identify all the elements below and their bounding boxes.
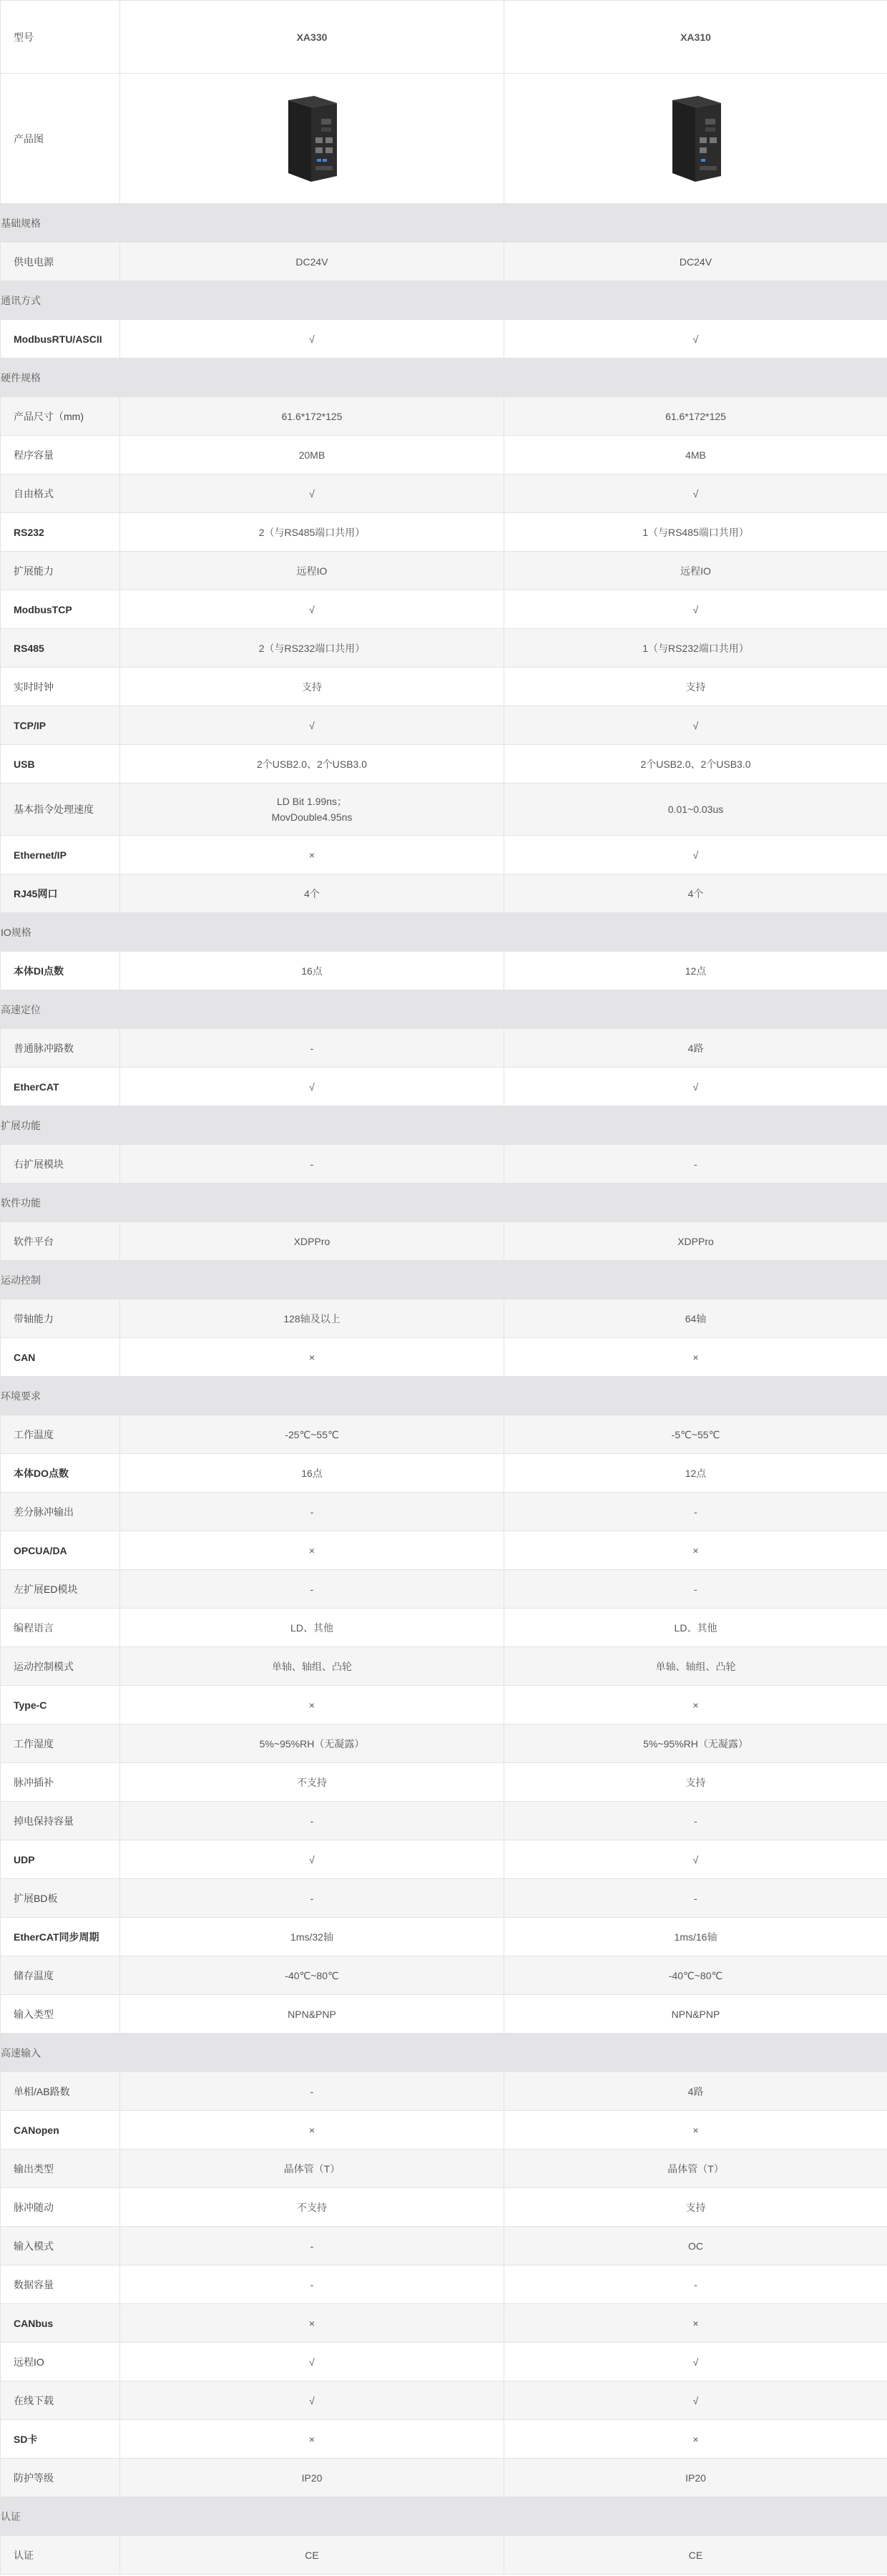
spec-value-xa330: 20MB [120, 436, 504, 474]
spec-value-xa330: LD、其他 [120, 1609, 504, 1647]
spec-value-xa310: 1（与RS232端口共用） [504, 629, 887, 668]
spec-label: RS232 [1, 513, 120, 552]
spec-label: ModbusTCP [1, 590, 120, 629]
spec-value-xa310: 2个USB2.0、2个USB3.0 [504, 745, 887, 784]
spec-row [1, 2459, 887, 2497]
spec-value-xa330: - [120, 1879, 504, 1918]
spec-value-xa330: × [120, 2420, 504, 2459]
spec-row [1, 784, 887, 836]
spec-value-xa310: √ [504, 1840, 887, 1879]
spec-value-xa310: - [504, 1493, 887, 1531]
spec-value-xa310: √ [504, 590, 887, 629]
spec-label: Type-C [1, 1686, 120, 1724]
spec-value-xa330: - [120, 1493, 504, 1531]
spec-label: TCP/IP [1, 706, 120, 745]
spec-label: 本体DO点数 [1, 1454, 120, 1493]
spec-row [1, 474, 887, 513]
spec-label: 自由格式 [1, 474, 120, 513]
spec-label: SD卡 [1, 2420, 120, 2459]
spec-label: OPCUA/DA [1, 1531, 120, 1570]
spec-label: 扩展BD板 [1, 1879, 120, 1918]
spec-label: 程序容量 [1, 436, 120, 474]
spec-label: 扩展能力 [1, 552, 120, 590]
spec-row [1, 2111, 887, 2150]
spec-label: 差分脉冲输出 [1, 1493, 120, 1531]
spec-row [1, 668, 887, 706]
spec-value-xa310: × [504, 2111, 887, 2150]
spec-value-xa330: LD Bit 1.99ns； MovDouble4.95ns [120, 784, 504, 836]
spec-value-xa310: 4MB [504, 436, 887, 474]
spec-row [1, 2265, 887, 2304]
spec-label: 防护等级 [1, 2459, 120, 2497]
spec-value-xa310: LD、其他 [504, 1609, 887, 1647]
spec-row [1, 1338, 887, 1377]
section-title: 环境要求 [1, 1377, 887, 1415]
spec-value-xa330: - [120, 1802, 504, 1840]
spec-label: RS485 [1, 629, 120, 668]
spec-label: 左扩展ED模块 [1, 1570, 120, 1609]
spec-row [1, 590, 887, 629]
spec-value-xa330: - [120, 2265, 504, 2304]
spec-label: 储存温度 [1, 1956, 120, 1995]
section-title: 高速输入 [1, 2034, 887, 2072]
section-title: 软件功能 [1, 1184, 887, 1222]
model-name-xa330: XA330 [120, 1, 504, 74]
spec-label: Ethernet/IP [1, 836, 120, 874]
spec-value-xa330: - [120, 2227, 504, 2265]
spec-value-xa330: - [120, 1570, 504, 1609]
spec-label: 单相/AB路数 [1, 2072, 120, 2111]
spec-value-xa330: 2个USB2.0、2个USB3.0 [120, 745, 504, 784]
spec-value-xa330: 2（与RS485端口共用） [120, 513, 504, 552]
spec-row [1, 2536, 887, 2575]
spec-label: CANopen [1, 2111, 120, 2150]
spec-value-xa310: √ [504, 320, 887, 358]
spec-row [1, 1802, 887, 1840]
spec-value-xa330: 单轴、轴组、凸轮 [120, 1647, 504, 1686]
spec-label: 工作温度 [1, 1415, 120, 1454]
spec-value-xa330: 16点 [120, 952, 504, 990]
spec-value-xa330: 远程IO [120, 552, 504, 590]
spec-value-xa310: 支持 [504, 668, 887, 706]
spec-value-xa330: 4个 [120, 874, 504, 913]
spec-value-xa330: DC24V [120, 243, 504, 281]
spec-row [1, 513, 887, 552]
section-header-row [1, 1377, 887, 1415]
spec-label: ModbusRTU/ASCII [1, 320, 120, 358]
spec-row [1, 397, 887, 436]
spec-row [1, 2072, 887, 2111]
spec-label: 本体DI点数 [1, 952, 120, 990]
spec-value-xa310: 支持 [504, 2188, 887, 2227]
spec-value-xa310: OC [504, 2227, 887, 2265]
spec-value-xa310: - [504, 1879, 887, 1918]
spec-label: EtherCAT同步周期 [1, 1918, 120, 1956]
spec-row [1, 1531, 887, 1570]
section-title: 高速定位 [1, 990, 887, 1029]
spec-value-xa310: × [504, 1338, 887, 1377]
spec-row [1, 1145, 887, 1184]
spec-value-xa330: 5%~95%RH（无凝露） [120, 1724, 504, 1763]
spec-value-xa310: 64轴 [504, 1299, 887, 1338]
spec-row [1, 243, 887, 281]
spec-value-xa310: × [504, 1686, 887, 1724]
spec-label: 输出类型 [1, 2150, 120, 2188]
spec-value-xa330: √ [120, 320, 504, 358]
spec-row [1, 2227, 887, 2265]
spec-label: 输入类型 [1, 1995, 120, 2034]
spec-value-xa330: 晶体管（T） [120, 2150, 504, 2188]
spec-label: 脉冲随动 [1, 2188, 120, 2227]
spec-value-xa330: √ [120, 2381, 504, 2420]
spec-label: UDP [1, 1840, 120, 1879]
spec-label: 运动控制模式 [1, 1647, 120, 1686]
spec-label: EtherCAT [1, 1068, 120, 1106]
spec-value-xa330: √ [120, 1840, 504, 1879]
section-header-row [1, 913, 887, 952]
section-title: IO规格 [1, 913, 887, 952]
spec-label: 产品尺寸（mm) [1, 397, 120, 436]
model-header-label: 型号 [1, 1, 120, 74]
spec-row [1, 436, 887, 474]
spec-label: 普通脉冲路数 [1, 1029, 120, 1068]
spec-value-xa330: √ [120, 2343, 504, 2381]
spec-value-xa310: 1ms/16轴 [504, 1918, 887, 1956]
spec-row [1, 1609, 887, 1647]
spec-value-xa310: -5℃~55℃ [504, 1415, 887, 1454]
spec-value-xa310: √ [504, 836, 887, 874]
spec-row [1, 2188, 887, 2227]
spec-value-xa310: - [504, 1802, 887, 1840]
spec-value-xa330: CE [120, 2536, 504, 2575]
spec-row [1, 1879, 887, 1918]
spec-row [1, 706, 887, 745]
section-header-row [1, 2034, 887, 2072]
spec-row [1, 1763, 887, 1802]
spec-label: 输入模式 [1, 2227, 120, 2265]
section-title: 基础规格 [1, 204, 887, 243]
spec-label: 工作湿度 [1, 1724, 120, 1763]
spec-label: 远程IO [1, 2343, 120, 2381]
spec-value-xa330: - [120, 2072, 504, 2111]
spec-row [1, 1570, 887, 1609]
xa330-product-image [283, 93, 341, 185]
spec-row [1, 1454, 887, 1493]
spec-row [1, 1840, 887, 1879]
spec-label: 软件平台 [1, 1222, 120, 1261]
section-header-row [1, 204, 887, 243]
spec-value-xa310: 4路 [504, 1029, 887, 1068]
spec-label: 在线下载 [1, 2381, 120, 2420]
section-title: 硬件规格 [1, 358, 887, 397]
spec-label: CAN [1, 1338, 120, 1377]
spec-value-xa310: √ [504, 706, 887, 745]
spec-label: 脉冲插补 [1, 1763, 120, 1802]
product-image-cell-xa310 [504, 74, 887, 204]
spec-row [1, 745, 887, 784]
spec-value-xa310: 12点 [504, 1454, 887, 1493]
section-header-row [1, 2497, 887, 2536]
product-image-cell-xa330 [120, 74, 504, 204]
spec-value-xa330: × [120, 2304, 504, 2343]
spec-row [1, 320, 887, 358]
xa310-product-image [667, 93, 725, 185]
spec-value-xa310: XDPPro [504, 1222, 887, 1261]
spec-row [1, 836, 887, 874]
spec-row [1, 2381, 887, 2420]
spec-value-xa310: NPN&PNP [504, 1995, 887, 2034]
spec-row [1, 1222, 887, 1261]
product-image-row [1, 74, 887, 204]
spec-value-xa330: 128轴及以上 [120, 1299, 504, 1338]
spec-label: 数据容量 [1, 2265, 120, 2304]
section-title: 运动控制 [1, 1261, 887, 1299]
section-header-row [1, 1261, 887, 1299]
spec-value-xa330: NPN&PNP [120, 1995, 504, 2034]
spec-value-xa330: 2（与RS232端口共用） [120, 629, 504, 668]
model-name-xa310: XA310 [504, 1, 887, 74]
spec-value-xa310: × [504, 2420, 887, 2459]
spec-value-xa330: -25℃~55℃ [120, 1415, 504, 1454]
spec-value-xa310: 晶体管（T） [504, 2150, 887, 2188]
spec-value-xa310: 0.01~0.03us [504, 784, 887, 836]
spec-value-xa330: 61.6*172*125 [120, 397, 504, 436]
spec-row [1, 2420, 887, 2459]
spec-label: 掉电保持容量 [1, 1802, 120, 1840]
spec-value-xa310: DC24V [504, 243, 887, 281]
spec-row [1, 1647, 887, 1686]
section-title: 扩展功能 [1, 1106, 887, 1145]
spec-value-xa330: 支持 [120, 668, 504, 706]
section-header-row [1, 281, 887, 320]
spec-value-xa330: × [120, 1686, 504, 1724]
spec-row [1, 1029, 887, 1068]
spec-label: 带轴能力 [1, 1299, 120, 1338]
section-header-row [1, 1184, 887, 1222]
spec-label: 供电电源 [1, 243, 120, 281]
spec-value-xa330: 不支持 [120, 1763, 504, 1802]
spec-value-xa310: - [504, 1145, 887, 1184]
spec-value-xa310: √ [504, 1068, 887, 1106]
spec-value-xa310: 4路 [504, 2072, 887, 2111]
spec-row [1, 2343, 887, 2381]
spec-row [1, 2304, 887, 2343]
spec-value-xa310: - [504, 1570, 887, 1609]
spec-value-xa330: × [120, 836, 504, 874]
spec-value-xa330: - [120, 1145, 504, 1184]
spec-row [1, 1956, 887, 1995]
spec-value-xa310: 单轴、轴组、凸轮 [504, 1647, 887, 1686]
section-title: 通讯方式 [1, 281, 887, 320]
section-title: 认证 [1, 2497, 887, 2536]
spec-value-xa330: √ [120, 590, 504, 629]
spec-label: RJ45网口 [1, 874, 120, 913]
spec-row [1, 952, 887, 990]
spec-value-xa330: × [120, 2111, 504, 2150]
spec-value-xa310: √ [504, 2343, 887, 2381]
spec-value-xa330: IP20 [120, 2459, 504, 2497]
spec-row [1, 1724, 887, 1763]
section-header-row [1, 1106, 887, 1145]
spec-value-xa330: × [120, 1531, 504, 1570]
spec-value-xa310: × [504, 2304, 887, 2343]
spec-value-xa310: √ [504, 2381, 887, 2420]
spec-value-xa330: 不支持 [120, 2188, 504, 2227]
spec-label: 编程语言 [1, 1609, 120, 1647]
spec-value-xa330: XDPPro [120, 1222, 504, 1261]
spec-value-xa310: IP20 [504, 2459, 887, 2497]
spec-value-xa310: 4个 [504, 874, 887, 913]
spec-row [1, 1918, 887, 1956]
spec-row [1, 552, 887, 590]
spec-row [1, 874, 887, 913]
spec-row [1, 629, 887, 668]
spec-row [1, 1686, 887, 1724]
spec-row [1, 1299, 887, 1338]
spec-row [1, 1493, 887, 1531]
spec-value-xa310: - [504, 2265, 887, 2304]
spec-value-xa310: CE [504, 2536, 887, 2575]
spec-value-xa310: -40℃~80℃ [504, 1956, 887, 1995]
spec-value-xa330: √ [120, 1068, 504, 1106]
section-header-row [1, 358, 887, 397]
section-header-row [1, 990, 887, 1029]
product-image-label: 产品图 [1, 74, 120, 204]
spec-label: CANbus [1, 2304, 120, 2343]
spec-label: 实时时钟 [1, 668, 120, 706]
spec-value-xa310: 5%~95%RH（无凝露） [504, 1724, 887, 1763]
spec-value-xa330: √ [120, 474, 504, 513]
spec-label: 右扩展模块 [1, 1145, 120, 1184]
spec-label: 认证 [1, 2536, 120, 2575]
spec-label: 基本指令处理速度 [1, 784, 120, 836]
spec-value-xa330: √ [120, 706, 504, 745]
spec-label: USB [1, 745, 120, 784]
spec-value-xa310: × [504, 1531, 887, 1570]
spec-value-xa310: 远程IO [504, 552, 887, 590]
spec-value-xa330: - [120, 1029, 504, 1068]
spec-row [1, 1415, 887, 1454]
spec-value-xa310: 12点 [504, 952, 887, 990]
spec-value-xa310: 61.6*172*125 [504, 397, 887, 436]
spec-value-xa310: 1（与RS485端口共用） [504, 513, 887, 552]
spec-value-xa310: 支持 [504, 1763, 887, 1802]
spec-row [1, 2150, 887, 2188]
spec-value-xa310: √ [504, 474, 887, 513]
spec-row [1, 1068, 887, 1106]
spec-value-xa330: × [120, 1338, 504, 1377]
spec-row [1, 1995, 887, 2034]
spec-value-xa330: 1ms/32轴 [120, 1918, 504, 1956]
model-header-row [1, 1, 887, 74]
spec-value-xa330: 16点 [120, 1454, 504, 1493]
spec-value-xa330: -40℃~80℃ [120, 1956, 504, 1995]
